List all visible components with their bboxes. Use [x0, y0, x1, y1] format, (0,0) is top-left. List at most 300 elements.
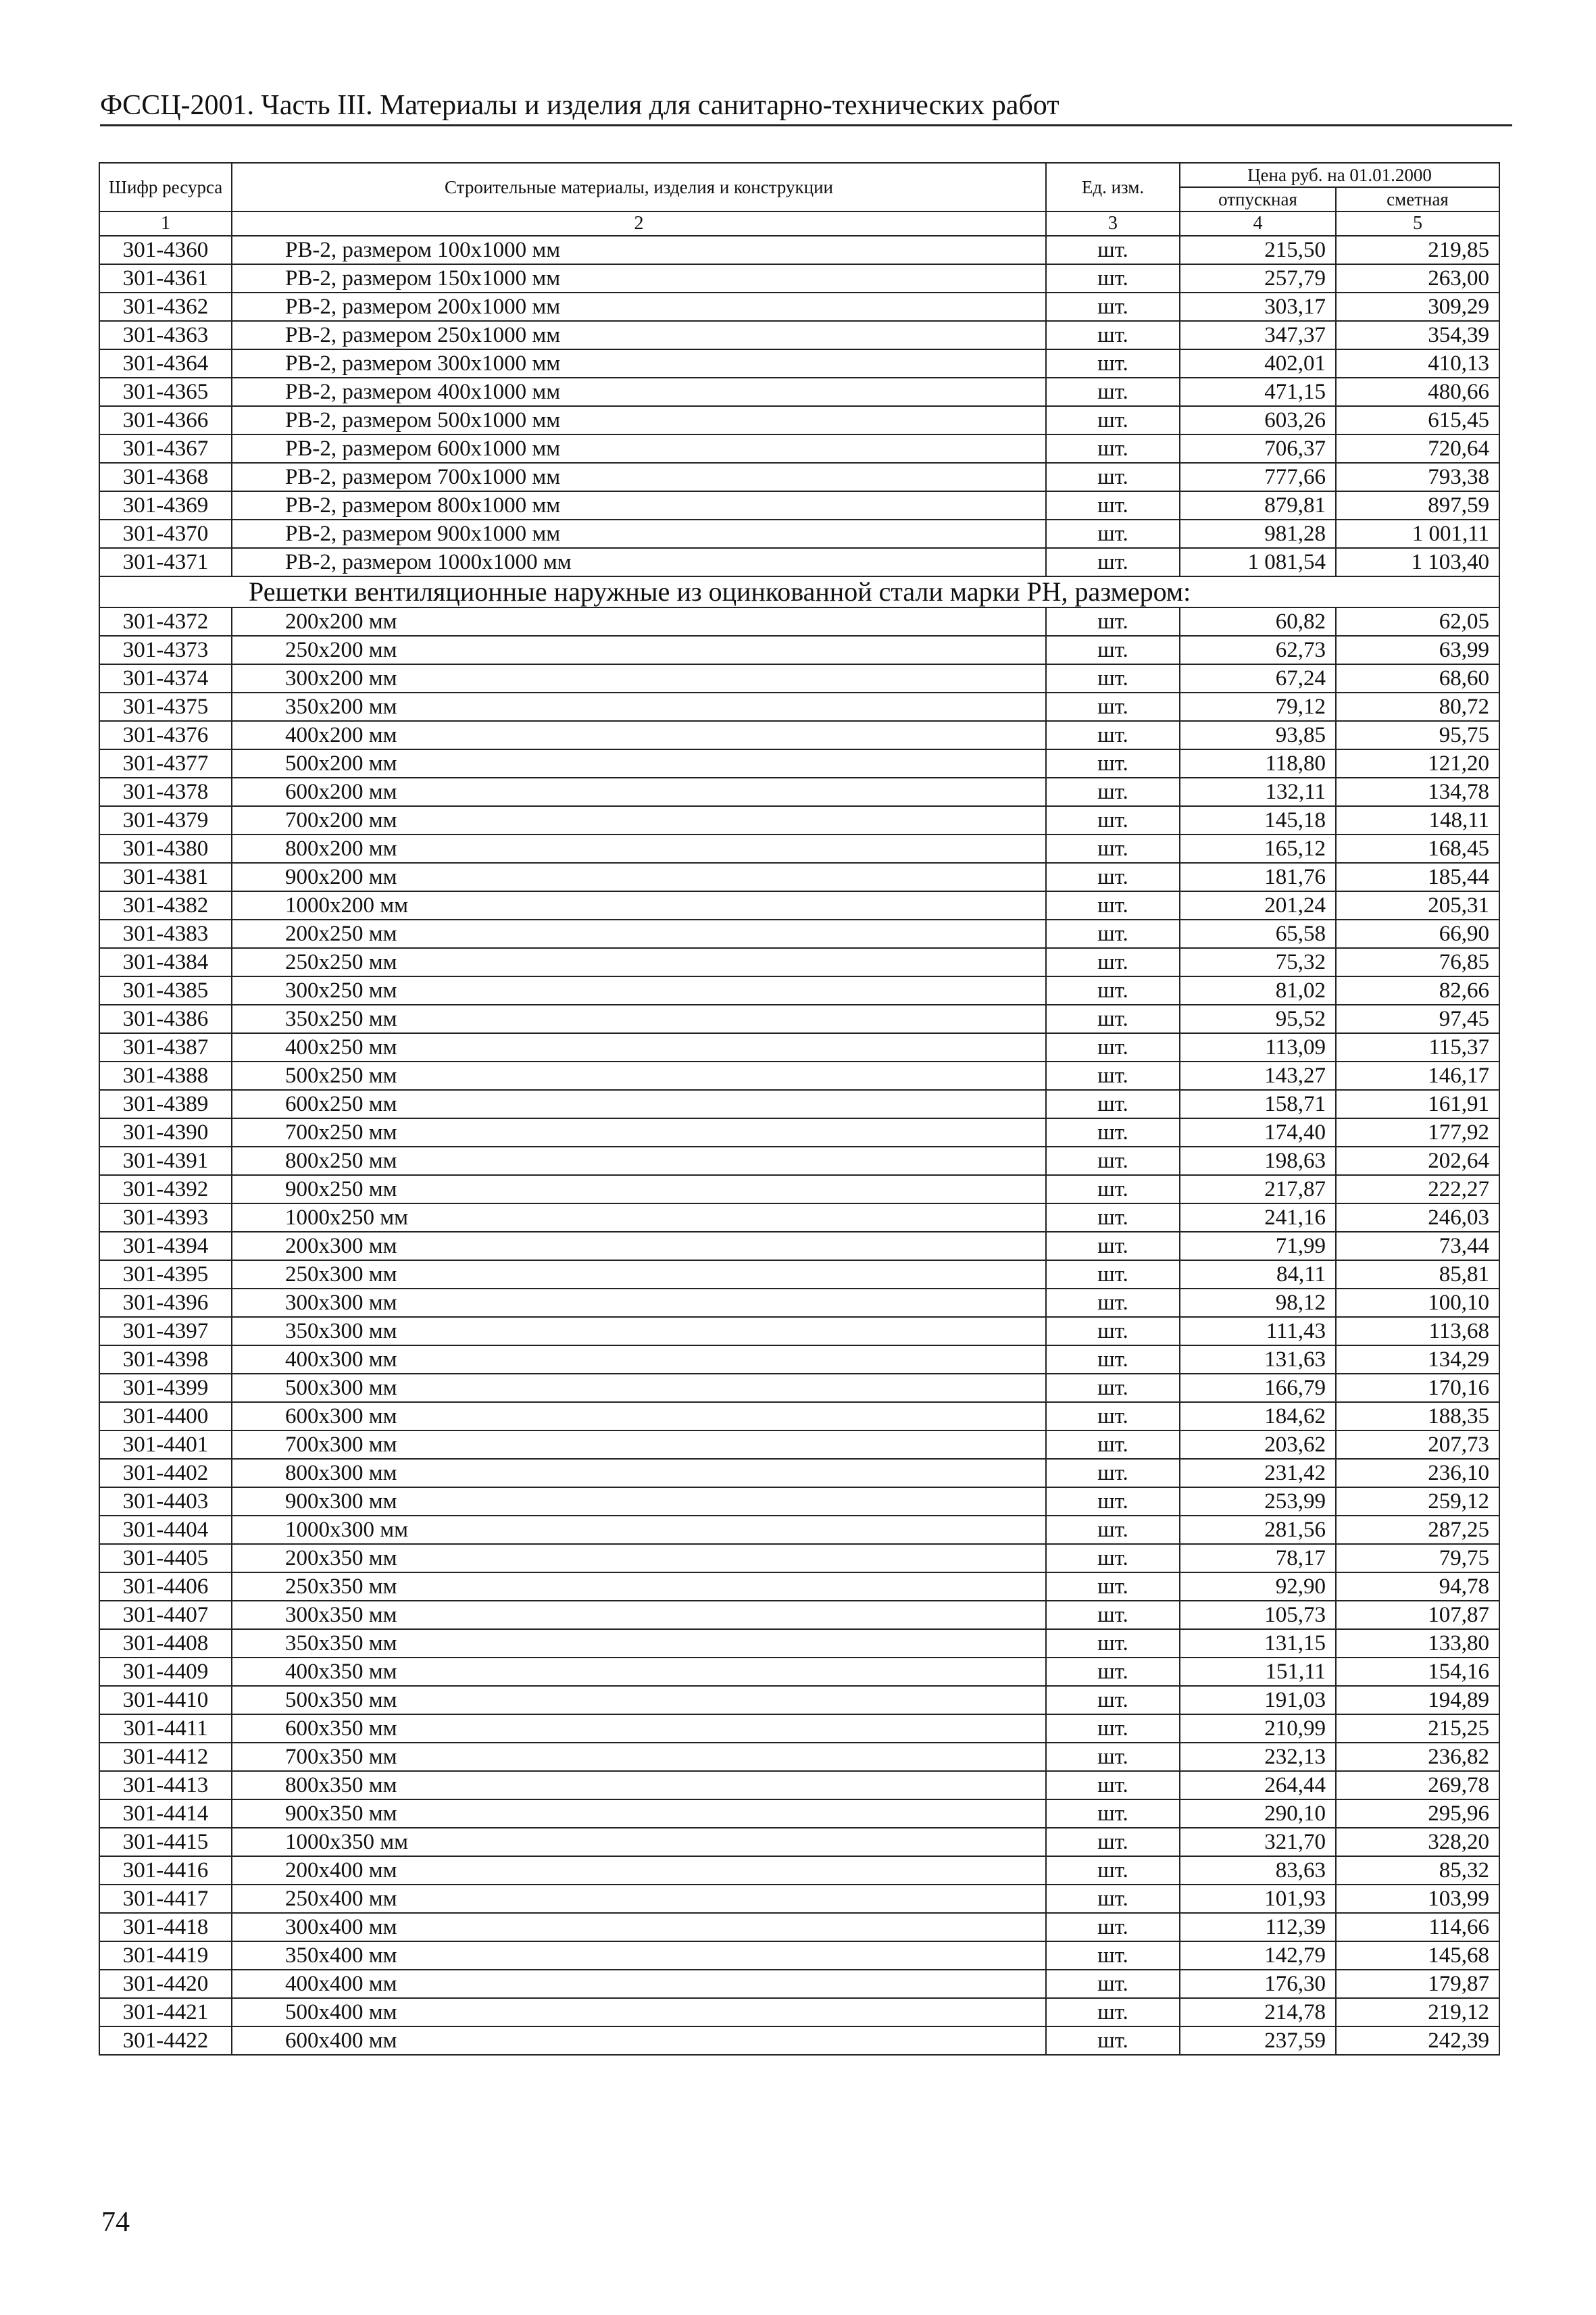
- cell-name: РВ-2, размером 1000x1000 мм: [232, 548, 1046, 576]
- table-row: [99, 520, 1499, 548]
- cell-price-estimate: 287,25: [1336, 1516, 1499, 1544]
- cell-code: 301-4411: [99, 1714, 232, 1743]
- cell-unit: шт.: [1046, 976, 1180, 1005]
- table-row: [99, 1828, 1499, 1856]
- cell-price-release: 181,76: [1180, 863, 1336, 891]
- cell-name: РВ-2, размером 600x1000 мм: [232, 434, 1046, 463]
- cell-code: 301-4399: [99, 1374, 232, 1402]
- cell-price-estimate: 194,89: [1336, 1686, 1499, 1714]
- cell-code: 301-4368: [99, 463, 232, 491]
- cell-price-estimate: 269,78: [1336, 1771, 1499, 1799]
- cell-price-estimate: 80,72: [1336, 693, 1499, 721]
- cell-price-estimate: 222,27: [1336, 1175, 1499, 1203]
- table-row: [99, 636, 1499, 664]
- column-number: 4: [1180, 211, 1336, 236]
- cell-price-release: 78,17: [1180, 1544, 1336, 1572]
- cell-price-release: 93,85: [1180, 721, 1336, 749]
- cell-price-release: 174,40: [1180, 1118, 1336, 1147]
- cell-price-estimate: 328,20: [1336, 1828, 1499, 1856]
- cell-unit: шт.: [1046, 1885, 1180, 1913]
- table-row: [99, 1856, 1499, 1885]
- table-row: [99, 1771, 1499, 1799]
- cell-code: 301-4406: [99, 1572, 232, 1601]
- cell-name: 600x250 мм: [232, 1090, 1046, 1118]
- cell-name: 200x250 мм: [232, 920, 1046, 948]
- cell-price-release: 281,56: [1180, 1516, 1336, 1544]
- cell-price-release: 75,32: [1180, 948, 1336, 976]
- cell-price-release: 347,37: [1180, 321, 1336, 349]
- cell-unit: шт.: [1046, 1232, 1180, 1260]
- cell-name: РВ-2, размером 500x1000 мм: [232, 406, 1046, 434]
- cell-name: 200x350 мм: [232, 1544, 1046, 1572]
- cell-unit: шт.: [1046, 948, 1180, 976]
- cell-price-estimate: 170,16: [1336, 1374, 1499, 1402]
- cell-unit: шт.: [1046, 1828, 1180, 1856]
- cell-name: РВ-2, размером 100x1000 мм: [232, 236, 1046, 264]
- cell-code: 301-4386: [99, 1005, 232, 1033]
- cell-price-estimate: 146,17: [1336, 1062, 1499, 1090]
- cell-price-release: 231,42: [1180, 1459, 1336, 1487]
- cell-price-release: 131,63: [1180, 1345, 1336, 1374]
- cell-unit: шт.: [1046, 1118, 1180, 1147]
- cell-code: 301-4409: [99, 1658, 232, 1686]
- cell-code: 301-4407: [99, 1601, 232, 1629]
- cell-price-release: 706,37: [1180, 434, 1336, 463]
- cell-price-estimate: 100,10: [1336, 1289, 1499, 1317]
- cell-name: 600x300 мм: [232, 1402, 1046, 1430]
- cell-price-estimate: 121,20: [1336, 749, 1499, 778]
- table-row: [99, 778, 1499, 806]
- cell-name: 400x400 мм: [232, 1970, 1046, 1998]
- cell-code: 301-4383: [99, 920, 232, 948]
- cell-unit: шт.: [1046, 1998, 1180, 2026]
- cell-price-release: 101,93: [1180, 1885, 1336, 1913]
- table-row: [99, 1090, 1499, 1118]
- cell-name: 350x200 мм: [232, 693, 1046, 721]
- cell-name: 250x300 мм: [232, 1260, 1046, 1289]
- cell-price-release: 879,81: [1180, 491, 1336, 520]
- cell-price-release: 176,30: [1180, 1970, 1336, 1998]
- cell-price-estimate: 354,39: [1336, 321, 1499, 349]
- cell-unit: шт.: [1046, 1459, 1180, 1487]
- cell-price-release: 131,15: [1180, 1629, 1336, 1658]
- cell-code: 301-4382: [99, 891, 232, 920]
- cell-name: 300x400 мм: [232, 1913, 1046, 1941]
- cell-name: 300x200 мм: [232, 664, 1046, 693]
- cell-code: 301-4410: [99, 1686, 232, 1714]
- cell-price-estimate: 202,64: [1336, 1147, 1499, 1175]
- cell-price-release: 290,10: [1180, 1799, 1336, 1828]
- cell-code: 301-4378: [99, 778, 232, 806]
- cell-unit: шт.: [1046, 1090, 1180, 1118]
- table-row: [99, 1743, 1499, 1771]
- cell-price-estimate: 66,90: [1336, 920, 1499, 948]
- cell-code: 301-4381: [99, 863, 232, 891]
- cell-code: 301-4408: [99, 1629, 232, 1658]
- cell-price-release: 79,12: [1180, 693, 1336, 721]
- cell-unit: шт.: [1046, 693, 1180, 721]
- cell-code: 301-4413: [99, 1771, 232, 1799]
- cell-price-release: 217,87: [1180, 1175, 1336, 1203]
- cell-unit: шт.: [1046, 749, 1180, 778]
- cell-price-release: 241,16: [1180, 1203, 1336, 1232]
- cell-name: 700x300 мм: [232, 1430, 1046, 1459]
- cell-price-estimate: 720,64: [1336, 434, 1499, 463]
- cell-price-estimate: 309,29: [1336, 293, 1499, 321]
- cell-code: 301-4401: [99, 1430, 232, 1459]
- cell-name: 500x300 мм: [232, 1374, 1046, 1402]
- cell-name: 200x400 мм: [232, 1856, 1046, 1885]
- section-row: [99, 576, 1499, 607]
- table-row: [99, 236, 1499, 264]
- page-number: 74: [101, 2207, 130, 2238]
- table-row: [99, 1799, 1499, 1828]
- table-row: [99, 976, 1499, 1005]
- cell-price-estimate: 259,12: [1336, 1487, 1499, 1516]
- cell-unit: шт.: [1046, 920, 1180, 948]
- cell-code: 301-4422: [99, 2026, 232, 2055]
- cell-price-release: 60,82: [1180, 607, 1336, 636]
- cell-name: 800x350 мм: [232, 1771, 1046, 1799]
- cell-price-release: 111,43: [1180, 1317, 1336, 1345]
- cell-code: 301-4419: [99, 1941, 232, 1970]
- header-unit: Ед. изм.: [1046, 163, 1180, 211]
- table-row: [99, 1487, 1499, 1516]
- cell-price-release: 1 081,54: [1180, 548, 1336, 576]
- cell-price-estimate: 242,39: [1336, 2026, 1499, 2055]
- cell-name: 500x400 мм: [232, 1998, 1046, 2026]
- cell-price-release: 118,80: [1180, 749, 1336, 778]
- cell-price-estimate: 103,99: [1336, 1885, 1499, 1913]
- cell-code: 301-4414: [99, 1799, 232, 1828]
- cell-code: 301-4364: [99, 349, 232, 378]
- cell-price-estimate: 179,87: [1336, 1970, 1499, 1998]
- cell-unit: шт.: [1046, 1516, 1180, 1544]
- cell-price-estimate: 85,81: [1336, 1260, 1499, 1289]
- table-row: [99, 863, 1499, 891]
- table-row: [99, 349, 1499, 378]
- cell-price-estimate: 154,16: [1336, 1658, 1499, 1686]
- cell-price-release: 62,73: [1180, 636, 1336, 664]
- cell-code: 301-4362: [99, 293, 232, 321]
- cell-unit: шт.: [1046, 1374, 1180, 1402]
- cell-name: 250x200 мм: [232, 636, 1046, 664]
- cell-price-estimate: 68,60: [1336, 664, 1499, 693]
- cell-price-release: 253,99: [1180, 1487, 1336, 1516]
- cell-unit: шт.: [1046, 1402, 1180, 1430]
- cell-name: 1000x300 мм: [232, 1516, 1046, 1544]
- cell-code: 301-4384: [99, 948, 232, 976]
- column-number: 3: [1046, 211, 1180, 236]
- cell-price-release: 201,24: [1180, 891, 1336, 920]
- cell-unit: шт.: [1046, 636, 1180, 664]
- cell-unit: шт.: [1046, 721, 1180, 749]
- table-row: [99, 1005, 1499, 1033]
- cell-code: 301-4400: [99, 1402, 232, 1430]
- cell-price-estimate: 215,25: [1336, 1714, 1499, 1743]
- cell-name: 300x300 мм: [232, 1289, 1046, 1317]
- cell-name: 800x250 мм: [232, 1147, 1046, 1175]
- table-row: [99, 1544, 1499, 1572]
- cell-price-release: 143,27: [1180, 1062, 1336, 1090]
- cell-name: РВ-2, размером 900x1000 мм: [232, 520, 1046, 548]
- cell-price-estimate: 62,05: [1336, 607, 1499, 636]
- cell-code: 301-4387: [99, 1033, 232, 1062]
- header-price-group: Цена руб. на 01.01.2000: [1180, 163, 1499, 187]
- cell-name: 350x300 мм: [232, 1317, 1046, 1345]
- cell-code: 301-4396: [99, 1289, 232, 1317]
- cell-name: 700x250 мм: [232, 1118, 1046, 1147]
- cell-unit: шт.: [1046, 1601, 1180, 1629]
- cell-price-estimate: 107,87: [1336, 1601, 1499, 1629]
- cell-name: 700x350 мм: [232, 1743, 1046, 1771]
- table-row: [99, 835, 1499, 863]
- cell-unit: шт.: [1046, 520, 1180, 548]
- cell-price-release: 83,63: [1180, 1856, 1336, 1885]
- cell-price-estimate: 97,45: [1336, 1005, 1499, 1033]
- table-row: [99, 1345, 1499, 1374]
- cell-name: 900x250 мм: [232, 1175, 1046, 1203]
- cell-price-estimate: 85,32: [1336, 1856, 1499, 1885]
- table-row: [99, 1232, 1499, 1260]
- cell-price-estimate: 205,31: [1336, 891, 1499, 920]
- table-row: [99, 607, 1499, 636]
- cell-unit: шт.: [1046, 806, 1180, 835]
- cell-code: 301-4395: [99, 1260, 232, 1289]
- cell-code: 301-4365: [99, 378, 232, 406]
- cell-code: 301-4391: [99, 1147, 232, 1175]
- cell-price-release: 151,11: [1180, 1658, 1336, 1686]
- cell-price-estimate: 1 001,11: [1336, 520, 1499, 548]
- table-row: [99, 1374, 1499, 1402]
- cell-price-release: 321,70: [1180, 1828, 1336, 1856]
- cell-unit: шт.: [1046, 1260, 1180, 1289]
- table-row: [99, 463, 1499, 491]
- table-row: [99, 693, 1499, 721]
- cell-unit: шт.: [1046, 835, 1180, 863]
- table-row: [99, 1885, 1499, 1913]
- cell-code: 301-4376: [99, 721, 232, 749]
- cell-unit: шт.: [1046, 236, 1180, 264]
- cell-price-estimate: 73,44: [1336, 1232, 1499, 1260]
- cell-price-estimate: 246,03: [1336, 1203, 1499, 1232]
- table-row: [99, 1289, 1499, 1317]
- cell-price-estimate: 480,66: [1336, 378, 1499, 406]
- cell-code: 301-4360: [99, 236, 232, 264]
- cell-unit: шт.: [1046, 321, 1180, 349]
- cell-price-release: 95,52: [1180, 1005, 1336, 1033]
- table-row: [99, 1402, 1499, 1430]
- cell-code: 301-4392: [99, 1175, 232, 1203]
- cell-code: 301-4394: [99, 1232, 232, 1260]
- cell-code: 301-4397: [99, 1317, 232, 1345]
- cell-price-release: 165,12: [1180, 835, 1336, 863]
- cell-name: РВ-2, размером 200x1000 мм: [232, 293, 1046, 321]
- cell-unit: шт.: [1046, 607, 1180, 636]
- cell-name: 350x350 мм: [232, 1629, 1046, 1658]
- cell-code: 301-4372: [99, 607, 232, 636]
- cell-code: 301-4412: [99, 1743, 232, 1771]
- cell-unit: шт.: [1046, 1941, 1180, 1970]
- cell-price-release: 210,99: [1180, 1714, 1336, 1743]
- cell-unit: шт.: [1046, 1005, 1180, 1033]
- cell-unit: шт.: [1046, 1970, 1180, 1998]
- table-row: [99, 434, 1499, 463]
- cell-unit: шт.: [1046, 1430, 1180, 1459]
- cell-unit: шт.: [1046, 2026, 1180, 2055]
- cell-name: 200x200 мм: [232, 607, 1046, 636]
- cell-name: 200x300 мм: [232, 1232, 1046, 1260]
- table-row: [99, 920, 1499, 948]
- cell-price-estimate: 897,59: [1336, 491, 1499, 520]
- table-row: [99, 1317, 1499, 1345]
- cell-name: РВ-2, размером 800x1000 мм: [232, 491, 1046, 520]
- cell-price-release: 132,11: [1180, 778, 1336, 806]
- cell-code: 301-4417: [99, 1885, 232, 1913]
- header-row: [99, 163, 1499, 187]
- cell-code: 301-4388: [99, 1062, 232, 1090]
- table-row: [99, 1033, 1499, 1062]
- cell-unit: шт.: [1046, 1572, 1180, 1601]
- cell-code: 301-4373: [99, 636, 232, 664]
- cell-unit: шт.: [1046, 1345, 1180, 1374]
- section-title: Решетки вентиляционные наружные из оцинкованной стали марки РН, размером:: [99, 576, 1499, 607]
- cell-code: 301-4405: [99, 1544, 232, 1572]
- table-body-a: [99, 236, 1499, 576]
- cell-price-release: 112,39: [1180, 1913, 1336, 1941]
- cell-name: 500x250 мм: [232, 1062, 1046, 1090]
- cell-price-estimate: 263,00: [1336, 264, 1499, 293]
- cell-code: 301-4375: [99, 693, 232, 721]
- cell-name: 300x250 мм: [232, 976, 1046, 1005]
- cell-name: 600x400 мм: [232, 2026, 1046, 2055]
- page-header: [100, 91, 1512, 126]
- cell-price-estimate: 115,37: [1336, 1033, 1499, 1062]
- cell-unit: шт.: [1046, 463, 1180, 491]
- price-table-container: [99, 162, 1499, 2056]
- cell-name: 900x350 мм: [232, 1799, 1046, 1828]
- column-number: 2: [232, 211, 1046, 236]
- cell-name: 800x200 мм: [232, 835, 1046, 863]
- table-row: [99, 891, 1499, 920]
- cell-price-release: 71,99: [1180, 1232, 1336, 1260]
- cell-price-release: 215,50: [1180, 236, 1336, 264]
- cell-price-estimate: 615,45: [1336, 406, 1499, 434]
- cell-unit: шт.: [1046, 1033, 1180, 1062]
- cell-name: 350x250 мм: [232, 1005, 1046, 1033]
- cell-price-release: 257,79: [1180, 264, 1336, 293]
- table-row: [99, 1714, 1499, 1743]
- header-code: Шифр ресурса: [99, 163, 232, 211]
- cell-code: 301-4418: [99, 1913, 232, 1941]
- table-row: [99, 1998, 1499, 2026]
- cell-code: 301-4416: [99, 1856, 232, 1885]
- cell-price-estimate: 177,92: [1336, 1118, 1499, 1147]
- cell-price-estimate: 1 103,40: [1336, 548, 1499, 576]
- cell-price-release: 402,01: [1180, 349, 1336, 378]
- column-number: 1: [99, 211, 232, 236]
- cell-price-estimate: 161,91: [1336, 1090, 1499, 1118]
- cell-name: РВ-2, размером 150x1000 мм: [232, 264, 1046, 293]
- cell-price-release: 603,26: [1180, 406, 1336, 434]
- cell-price-release: 214,78: [1180, 1998, 1336, 2026]
- cell-unit: шт.: [1046, 548, 1180, 576]
- table-row: [99, 721, 1499, 749]
- header-name: Строительные материалы, изделия и конструкции: [232, 163, 1046, 211]
- cell-code: 301-4374: [99, 664, 232, 693]
- column-number: 5: [1336, 211, 1499, 236]
- cell-name: 500x200 мм: [232, 749, 1046, 778]
- cell-price-estimate: 188,35: [1336, 1402, 1499, 1430]
- cell-code: 301-4379: [99, 806, 232, 835]
- cell-price-release: 84,11: [1180, 1260, 1336, 1289]
- cell-unit: шт.: [1046, 1487, 1180, 1516]
- table-header: [99, 163, 1499, 236]
- page-title: ФССЦ-2001. Часть III. Материалы и изделия для санитарно-технических работ: [100, 90, 1059, 121]
- cell-name: РВ-2, размером 250x1000 мм: [232, 321, 1046, 349]
- cell-price-release: 65,58: [1180, 920, 1336, 948]
- table-row: [99, 378, 1499, 406]
- cell-unit: шт.: [1046, 664, 1180, 693]
- cell-unit: шт.: [1046, 1913, 1180, 1941]
- cell-price-estimate: 94,78: [1336, 1572, 1499, 1601]
- column-number-row: [99, 211, 1499, 236]
- cell-price-estimate: 134,78: [1336, 778, 1499, 806]
- cell-name: 300x350 мм: [232, 1601, 1046, 1629]
- cell-code: 301-4420: [99, 1970, 232, 1998]
- cell-unit: шт.: [1046, 1771, 1180, 1799]
- table-row: [99, 1459, 1499, 1487]
- table-row: [99, 1430, 1499, 1459]
- cell-code: 301-4385: [99, 976, 232, 1005]
- cell-unit: шт.: [1046, 264, 1180, 293]
- cell-code: 301-4393: [99, 1203, 232, 1232]
- cell-code: 301-4361: [99, 264, 232, 293]
- cell-unit: шт.: [1046, 1062, 1180, 1090]
- cell-name: РВ-2, размером 300x1000 мм: [232, 349, 1046, 378]
- cell-price-release: 145,18: [1180, 806, 1336, 835]
- cell-price-estimate: 113,68: [1336, 1317, 1499, 1345]
- cell-unit: шт.: [1046, 1544, 1180, 1572]
- cell-code: 301-4369: [99, 491, 232, 520]
- table-row: [99, 1601, 1499, 1629]
- cell-code: 301-4363: [99, 321, 232, 349]
- cell-name: 1000x200 мм: [232, 891, 1046, 920]
- header-price-estimate: сметная: [1336, 187, 1499, 211]
- cell-price-release: 777,66: [1180, 463, 1336, 491]
- cell-price-release: 92,90: [1180, 1572, 1336, 1601]
- table-row: [99, 1147, 1499, 1175]
- table-row: [99, 749, 1499, 778]
- cell-unit: шт.: [1046, 491, 1180, 520]
- cell-price-estimate: 236,82: [1336, 1743, 1499, 1771]
- cell-name: 900x200 мм: [232, 863, 1046, 891]
- cell-unit: шт.: [1046, 1714, 1180, 1743]
- cell-unit: шт.: [1046, 1686, 1180, 1714]
- table-row: [99, 406, 1499, 434]
- cell-price-release: 81,02: [1180, 976, 1336, 1005]
- cell-price-estimate: 134,29: [1336, 1345, 1499, 1374]
- cell-name: РВ-2, размером 700x1000 мм: [232, 463, 1046, 491]
- cell-unit: шт.: [1046, 1629, 1180, 1658]
- cell-unit: шт.: [1046, 378, 1180, 406]
- cell-name: 250x250 мм: [232, 948, 1046, 976]
- cell-price-estimate: 79,75: [1336, 1544, 1499, 1572]
- table-row: [99, 948, 1499, 976]
- cell-unit: шт.: [1046, 891, 1180, 920]
- table-row: [99, 1629, 1499, 1658]
- table-row: [99, 1062, 1499, 1090]
